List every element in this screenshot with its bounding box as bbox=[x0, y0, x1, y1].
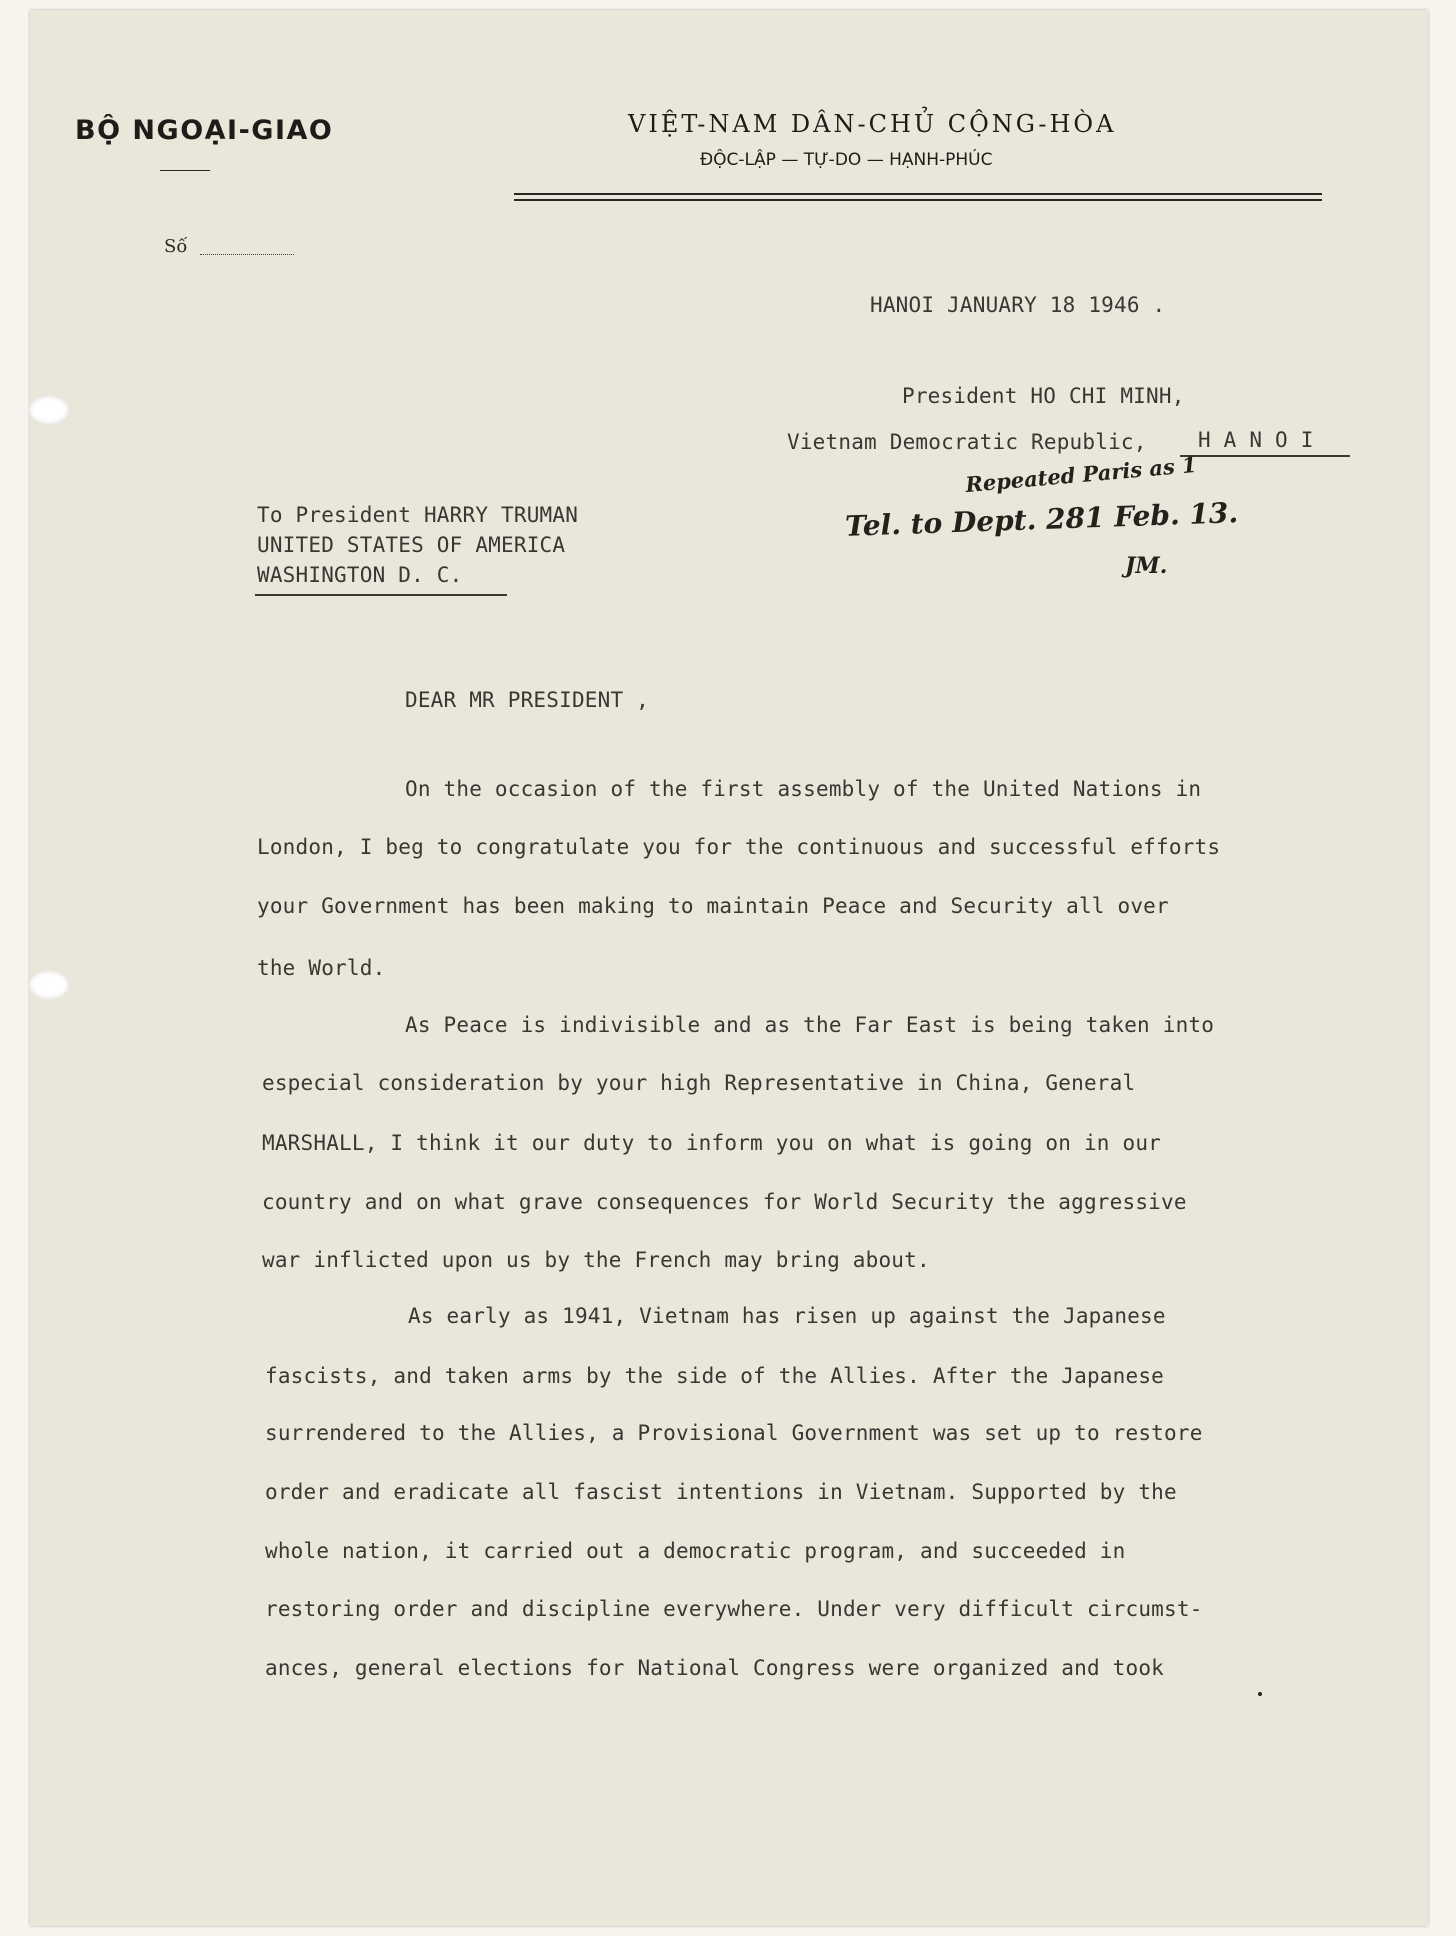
punch-hole-lower bbox=[28, 970, 70, 1000]
body-line: especial consideration by your high Representative in China, General bbox=[262, 1071, 1136, 1095]
handwritten-note-repeated: Repeated Paris as 1 bbox=[964, 451, 1198, 498]
sender-city: H A N O I bbox=[1198, 428, 1314, 452]
ministry-underline bbox=[160, 170, 210, 171]
republic-name: VIỆT-NAM DÂN-CHỦ CỘNG-HÒA bbox=[628, 110, 1117, 138]
dateline: HANOI JANUARY 18 1946 . bbox=[870, 293, 1166, 317]
national-motto: ĐỘC-LẬP — TỰ-DO — HẠNH-PHÚC bbox=[700, 150, 993, 170]
recipient-line-1: To President HARRY TRUMAN bbox=[257, 503, 579, 527]
sender-line-2: Vietnam Democratic Republic, bbox=[787, 430, 1147, 454]
body-line: country and on what grave consequences for World Security the aggressive bbox=[262, 1190, 1187, 1214]
ministry-name: BỘ NGOẠI-GIAO bbox=[75, 115, 334, 146]
document-number-label: Số bbox=[164, 236, 188, 257]
handwritten-note-telegram: Tel. to Dept. 281 Feb. 13. bbox=[844, 496, 1239, 543]
ink-speck bbox=[1258, 1692, 1262, 1696]
recipient-underline bbox=[255, 594, 507, 596]
document-number-field bbox=[200, 254, 294, 255]
body-line: As early as 1941, Vietnam has risen up against the Japanese bbox=[408, 1304, 1166, 1328]
body-line: fascists, and taken arms by the side of the Allies. After the Japanese bbox=[265, 1364, 1165, 1388]
body-line: whole nation, it carried out a democratic program, and succeeded in bbox=[265, 1539, 1126, 1563]
letter-page bbox=[30, 10, 1428, 1926]
letterhead-double-rule-top bbox=[514, 193, 1322, 195]
letterhead-double-rule-bottom bbox=[514, 199, 1322, 201]
sender-underline bbox=[1180, 455, 1350, 457]
sender-line-1: President HO CHI MINH, bbox=[902, 384, 1185, 408]
body-line: MARSHALL, I think it our duty to inform you on what is going on in our bbox=[262, 1131, 1162, 1155]
body-line: surrendered to the Allies, a Provisional Government was set up to restore bbox=[265, 1421, 1203, 1445]
body-line: your Government has been making to maintain Peace and Security all over bbox=[257, 894, 1169, 918]
body-line: London, I beg to congratulate you for the continuous and successful efforts bbox=[257, 835, 1221, 859]
body-line: restoring order and discipline everywhere. Under very difficult circumst- bbox=[265, 1597, 1203, 1621]
recipient-line-3: WASHINGTON D. C. bbox=[257, 563, 463, 587]
body-line: the World. bbox=[257, 956, 386, 980]
punch-hole-upper bbox=[28, 395, 70, 425]
body-line: ances, general elections for National Congress were organized and took bbox=[265, 1656, 1165, 1680]
body-line: order and eradicate all fascist intentions in Vietnam. Supported by the bbox=[265, 1480, 1177, 1504]
body-line: war inflicted upon us by the French may bring about. bbox=[262, 1248, 930, 1272]
recipient-line-2: UNITED STATES OF AMERICA bbox=[257, 533, 566, 557]
salutation: DEAR MR PRESIDENT , bbox=[405, 688, 650, 712]
body-line: On the occasion of the first assembly of the United Nations in bbox=[405, 777, 1202, 801]
handwritten-initials: JM. bbox=[1125, 553, 1168, 579]
body-line: As Peace is indivisible and as the Far East is being taken into bbox=[405, 1013, 1215, 1037]
